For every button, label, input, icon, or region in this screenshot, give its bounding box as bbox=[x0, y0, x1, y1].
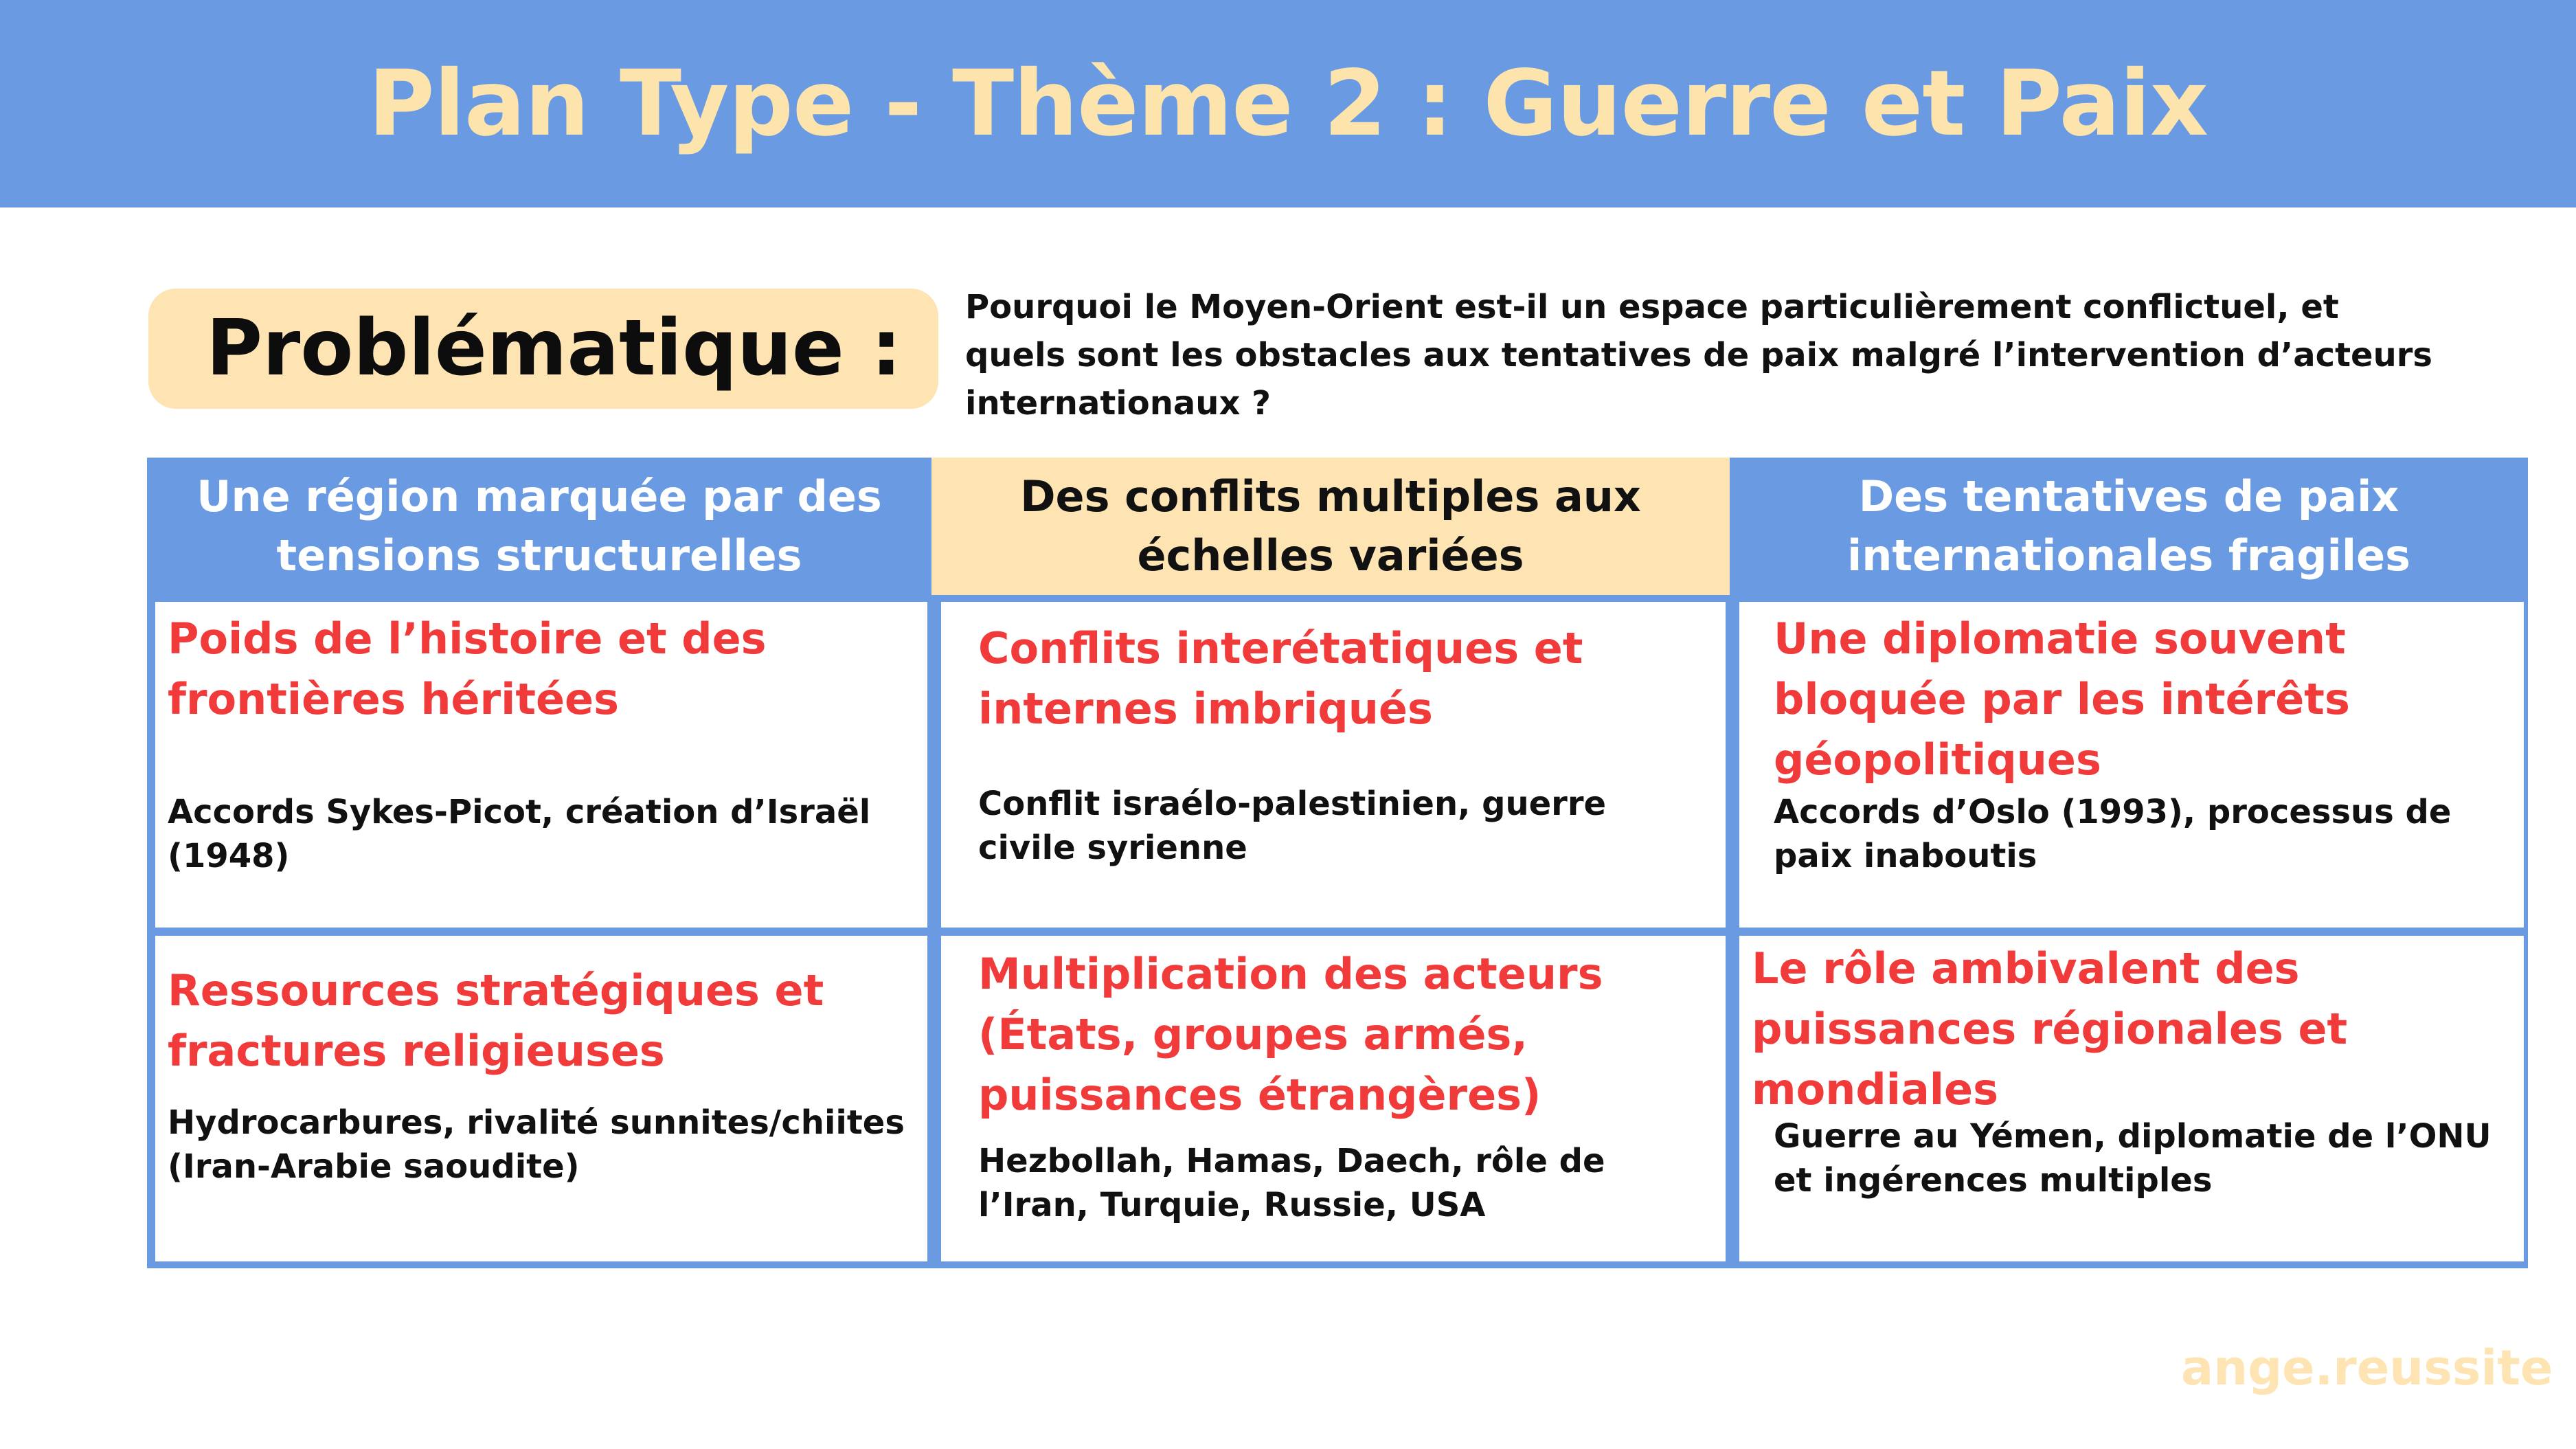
cell-title: Le rôle ambivalent des puissances régionales et mondiales bbox=[1752, 943, 2348, 1114]
cell-detail: Hezbollah, Hamas, Daech, rôle de l’Iran, Turquie, Russie, USA bbox=[978, 1142, 1605, 1224]
column-header-2: Des conflits multiples aux échelles variées bbox=[931, 458, 1730, 595]
cell-title: Ressources stratégiques et fractures religieuses bbox=[168, 965, 824, 1076]
column-header-3: Des tentatives de paix internationales fragiles bbox=[1730, 458, 2528, 595]
column-header-1: Une région marquée par des tensions structurelles bbox=[147, 458, 931, 595]
page-title: Plan Type - Thème 2 : Guerre et Paix bbox=[368, 51, 2208, 157]
cell-title: Conflits interétatiques et internes imbriqués bbox=[978, 623, 1583, 734]
problematique-question: Pourquoi le Moyen-Orient est-il un espace particulièrement conflictuel, et quels sont les obstacles aux tentatives de paix malgré l’intervention d’acteurs internationaux ? bbox=[965, 288, 2432, 423]
cell-title: Multiplication des acteurs (États, groupes armés, puissances étrangères) bbox=[978, 949, 1603, 1120]
cell-detail: Guerre au Yémen, diplomatie de l’ONU et ingérences multiples bbox=[1774, 1117, 2492, 1200]
problematique-label: Problématique : bbox=[206, 304, 902, 393]
cell-detail: Accords d’Oslo (1993), processus de paix inaboutis bbox=[1774, 793, 2452, 875]
cell-detail: Conflit israélo-palestinien, guerre civile syrienne bbox=[978, 785, 1607, 867]
cell-detail: Accords Sykes-Picot, création d’Israël (1948) bbox=[168, 793, 871, 875]
cell-title: Poids de l’histoire et des frontières héritées bbox=[168, 614, 767, 724]
watermark-logo: ange.reussite bbox=[2181, 1340, 2553, 1396]
cell-title: Une diplomatie souvent bloquée par les intérêts géopolitiques bbox=[1774, 614, 2350, 785]
cell-detail: Hydrocarbures, rivalité sunnites/chiites (Iran-Arabie saoudite) bbox=[168, 1103, 905, 1186]
